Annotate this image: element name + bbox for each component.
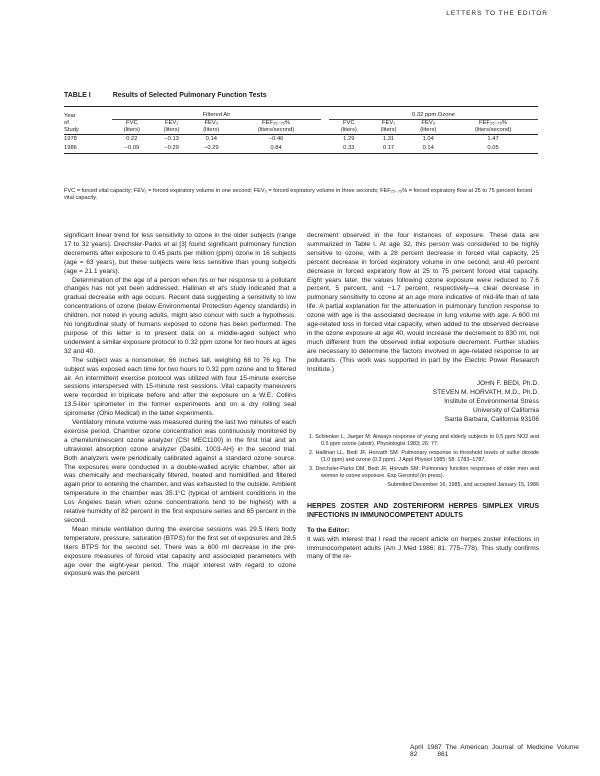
author-name: STEVEN M. HORVATH, M.D., Ph.D. bbox=[432, 388, 539, 396]
col-unit: (liters) bbox=[123, 127, 140, 133]
pulmonary-function-table bbox=[64, 112, 538, 154]
col-unit: (liters) bbox=[203, 127, 220, 133]
cell: 0.22 bbox=[126, 136, 138, 142]
reference-item: 2. Hallinan LL, Bedi JF, Horvath SM: Pulmonary response to threshold levels of sulfur dioxide (1.0 ppm) and ozone (0.3 ppm). J Appl Physiol 1985; 58: 1783–1787. bbox=[309, 449, 539, 463]
author-name: JOHN F. BEDI, Ph.D. bbox=[476, 379, 539, 387]
author-affiliation: Institute of Environmental Stress bbox=[444, 397, 539, 405]
cell: 1.47 bbox=[487, 136, 499, 142]
ozone-group-header: 0.32 ppm Ozone bbox=[329, 112, 538, 120]
right-column bbox=[307, 232, 539, 562]
cell: −0.29 bbox=[164, 145, 179, 151]
cell: 0.33 bbox=[343, 145, 355, 151]
col-unit: (liters/second) bbox=[474, 127, 512, 133]
cell: 0.14 bbox=[422, 145, 434, 151]
table-footnote: FVC = forced vital capacity; FEV₁ = forced expiratory volume in one second; FEV₃ = forced expiratory volume in three seconds; FEF₂₅₋₇₅% = forced expiratory flow at 25 to 75 percent forced vital capacity. bbox=[64, 188, 533, 202]
col-unit: (liters) bbox=[380, 127, 397, 133]
salutation: To the Editor: bbox=[307, 526, 350, 534]
cell: 0.05 bbox=[487, 145, 499, 151]
table-top-rule bbox=[64, 106, 538, 107]
cell: 0.17 bbox=[382, 145, 395, 151]
running-header: LETTERS TO THE EDITOR bbox=[446, 10, 548, 17]
table-title: Results of Selected Pulmonary Function Tests bbox=[112, 92, 267, 99]
author-signature bbox=[307, 379, 539, 424]
reference-item: 3. Drechsler-Parks DM, Bedi JF, Horvath SM: Pulmonary function responses of older men and women to ozone exposure. Exp Gerontol (in press). bbox=[309, 465, 539, 479]
cell: 0.84 bbox=[270, 145, 282, 151]
submission-note: Submitted December 16, 1985, and accepted January 15, 1986 bbox=[387, 482, 539, 489]
cell: −0.29 bbox=[203, 145, 219, 151]
table-row bbox=[64, 135, 538, 145]
col-unit: (liters/second) bbox=[257, 127, 295, 133]
col-unit: (liters) bbox=[340, 127, 357, 133]
paragraph: Determination of the age of a person when his or her response to a pollutant changes has not yet been addressed. Hallinan et al's study indicated that a gradual decrease with age occurs. Recent data suggesting a sensitivity to low concentrations of ozone (below Environmental Protection Agency standards) in children, not noted in young adults, might also concur with such a hypothesis. No longitudinal study of humans exposed to ozone has been performed. The purpose of this letter is to present data on a middle-aged subject who underwent a similar exposure protocol to 0.32 ppm ozone for two hours at ages 32 and 40. bbox=[64, 276, 296, 355]
table-label: TABLE I bbox=[64, 92, 91, 99]
cell-year: 1978 bbox=[64, 136, 77, 142]
cell: −0.46 bbox=[268, 136, 284, 142]
cell: −0.13 bbox=[164, 136, 179, 142]
table-row bbox=[64, 144, 538, 154]
cell: 1.31 bbox=[382, 136, 395, 142]
filtered-air-group-header: Filtered Air bbox=[112, 112, 321, 120]
reference-item: 1. Schlenker L, Jaeger M: Airways response of young and elderly subjects to 0.5 ppm NO2 and 0.5 ppm ozone (abstr). Physiologist 1983; 26: 77. bbox=[309, 433, 539, 447]
left-column bbox=[64, 232, 296, 579]
paragraph: It was with interest that I read the recent article on herpes zoster infections in immunocompetent adults (Am J Med 1986; 81: 775–778). This study confirms many of the re- bbox=[307, 535, 539, 561]
author-affiliation: University of California bbox=[473, 406, 539, 414]
col-header: FEV₁ bbox=[164, 120, 179, 126]
table-caption bbox=[64, 92, 267, 99]
paragraph: Ventilatory minute volume was measured during the last two minutes of each exercise period. Chamber ozone concentration was continuously monitored by a chemiluminescent ozone analyzer (CSI MEC1100) in the first trial and an ultraviolet absorption ozone analyzer (Dasibi, 1003-AH) in the second trial. Both analyzers were periodically calibrated against a standard ozone source. The exposures were conducted in a double-walled acrylic chamber, after air was chemically and mechanically filtered, heated and humidified and filtered again prior to entering the chamber, and was exhausted to the outside. Ambient temperature in the chamber was 35.1°C (typical of ambient conditions in the Los Angeles basin when ozone concentrations tend to be highest) with a relative humidity of 82 percent in the first exposure series and 65 percent in the second. bbox=[64, 419, 296, 524]
next-article-title: HERPES ZOSTER AND ZOSTERIFORM HERPES SIMPLEX VIRUS INFECTIONS IN IMMUNOCOMPETENT ADULTS bbox=[307, 503, 539, 519]
col-header: FEV₃ bbox=[204, 120, 219, 126]
cell: 1.29 bbox=[343, 136, 355, 142]
cell: 1.04 bbox=[422, 136, 434, 142]
col-header: FEV₃ bbox=[421, 120, 436, 126]
year-header: Year of Study bbox=[64, 113, 79, 133]
col-header: FVC bbox=[126, 120, 138, 126]
col-header: FEF₂₅₋₇₅% bbox=[262, 120, 291, 126]
cell: −0.09 bbox=[124, 145, 140, 151]
cell-year: 1986 bbox=[64, 145, 77, 151]
references bbox=[307, 434, 539, 490]
paragraph: significant linear trend for less sensitivity to ozone in the older subjects (range 17 to 32 years). Drechsler-Parks et al [3] found significant pulmonary function decrements after exposure to 0.45 parts per million (ppm) ozone in 16 subjects (age = 63 years), but these subjects were less sensitive than young subjects (age = 21.1 years). bbox=[64, 232, 296, 275]
paragraph: The subject was a nonsmoker, 66 inches tall, weighing 68 to 76 kg. The subject was exposed each time for two hours to 0.32 ppm ozone and to filtered air. An intermittent exercise protocol was utilized with four 15-minute exercise sessions interspersed with 15-minute rest sessions. Vital capacity maneuvers were recorded in triplicate before and after the exposure on a W.E. Collins 13.5-liter spirometer in the former experiments and on a dry rolling seal spirometer (Ohio Medical) in the latter experiments. bbox=[64, 356, 296, 418]
paragraph: decrement observed in the four instances of exposure. These data are summarized in Table I. At age 32, this person was considered to be highly sensitive to ozone, with a 28 percent decrease in forced vital capacity, 25 percent decrease in forced expiratory volume in one second, and 40 percent decrease in forced expiratory flow at 25 to 75 percent forced vital capacity. Eight years later, the values following ozone exposure were reduced to 7.6 percent, 5 percent, and −1.7 percent, respectively—a clear decrease in pulmonary sensitivity to ozone at an age more indicative of mid-life than of late life. A partial explanation for the attenuation in pulmonary function response to ozone with age is the associated decrease in lung volume with age. A 600 ml age-related loss in forced vital capacity, when added to the observed decrease in the ozone exposure at age 40, would increase the decrement to 830 ml, not much different from the observed initial exposure decrement. Further studies are necessary to determine the factors involved in age-related response to air pollutants. (This work was supported in part by the Electric Power Research Institute.) bbox=[307, 232, 539, 373]
cell: 0.14 bbox=[205, 136, 217, 142]
journal-citation: April 1987 The American Journal of Medicine Volume 82 bbox=[410, 744, 579, 758]
col-header: FVC bbox=[343, 120, 355, 126]
col-unit: (liters) bbox=[420, 127, 437, 133]
page-number: 861 bbox=[437, 751, 449, 758]
col-unit: (liters) bbox=[163, 127, 180, 133]
col-header: FEV₁ bbox=[381, 120, 396, 126]
paragraph: Mean minute ventilation during the exercise sessions was 29.5 liters body temperature, pressure, saturation (BTPS) for the first set of exposures and 28.5 liters BTPS for the second set. There was a 600 ml decrease in the pre-exposure measures of forced vital capacity and associated parameters with age over the eight-year period. The major interest with regard to ozone exposure was the percent bbox=[64, 525, 296, 578]
author-address: Santa Barbara, California 93106 bbox=[444, 415, 539, 423]
page-footer bbox=[410, 744, 600, 758]
col-header: FEF₂₅₋₇₅% bbox=[479, 120, 508, 126]
